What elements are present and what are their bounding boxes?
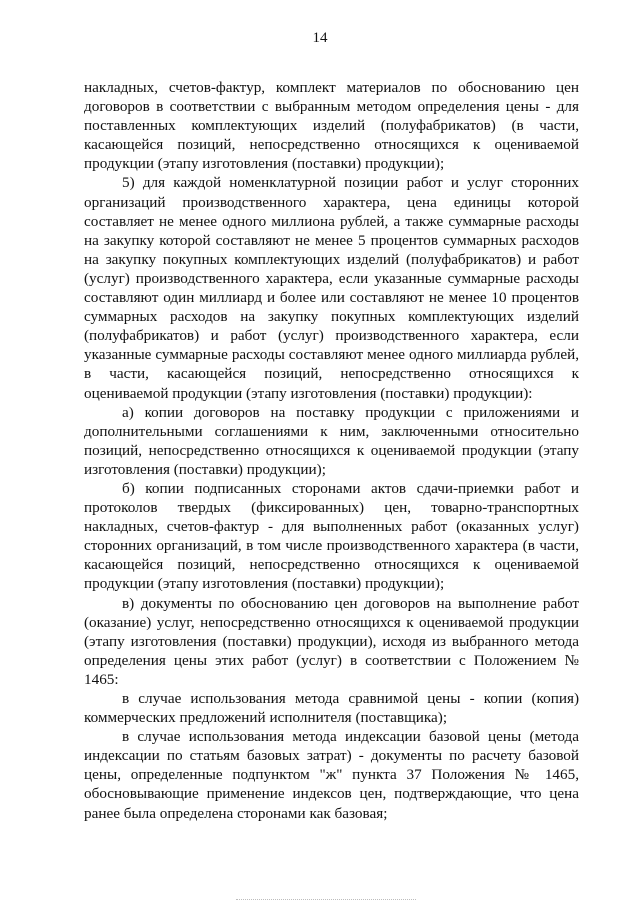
document-body [84,78,579,823]
scan-artifact [236,899,416,902]
paragraph-subitem-b: б) копии подписанных сторонами актов сдачи-приемки работ и протоколов твердых (фиксированных) цен, товарно-транспортных накладных, счетов-фактур - для выполненных работ (оказанных услуг) сторонних организаций, в том числе производственного характера (в части, касающейся позиций, непосредственно относящихся к оцениваемой продукции (этапу изготовления (поставки) продукции); [84,479,579,593]
paragraph-subitem-v: в) документы по обоснованию цен договоров на выполнение работ (оказание) услуг, непосредственно относящихся к оцениваемой продукции (этапу изготовления (поставки) продукции), исходя из выбранного метода определения цены этих работ (услуг) в соответствии с Положением № 1465: [84,594,579,688]
paragraph-item-5: 5) для каждой номенклатурной позиции работ и услуг сторонних организаций производственного характера, цена единицы которой составляет не менее одного миллиона рублей, а также суммарные расходы на закупку которой составляют не менее 5 процентов суммарных расходов на закупку покупных комплектующих изделий (полуфабрикатов) и работ (услуг) производственного характера, если указанные суммарные расходы составляют один миллиард и более или составляют не менее 10 процентов суммарных расходов на закупку покупных комплектующих изделий (полуфабрикатов) и работ (услуг) производственного характера, если указанные суммарные расходы составляют менее одного миллиарда рублей, в части, касающейся позиций, непосредственно относящихся к оцениваемой продукции (этапу изготовления (поставки) продукции): [84,174,579,402]
paragraph-subitem-a: а) копии договоров на поставку продукции с приложениями и дополнительными соглашениями к ним, заключенными относительно позиций, непосредственно относящихся к оцениваемой продукции (этапу изготовления (поставки) продукции); [84,403,579,478]
page-number: 14 [312,30,328,46]
paragraph-continuation: накладных, счетов-фактур, комплект материалов по обоснованию цен договоров в соответствии с выбранным методом определения цены - для поставленных комплектующих изделий (полуфабрикатов) (в части, касающейся позиций, непосредственно относящихся к оцениваемой продукции (этапу изготовления (поставки) продукции); [84,79,579,173]
paragraph-base-price-indexation-method: в случае использования метода индексации базовой цены (метода индексации по статьям базовых затрат) - документы по расчету базовой цены, определенные подпунктом "ж" пункта 37 Положения № 1465, обосновывающие применение индексов цен, подтверждающие, что цена ранее была определена сторонами как базовая; [84,728,579,822]
paragraph-comparable-price-method: в случае использования метода сравнимой цены - копии (копия) коммерческих предложений исполнителя (поставщика); [84,690,579,727]
